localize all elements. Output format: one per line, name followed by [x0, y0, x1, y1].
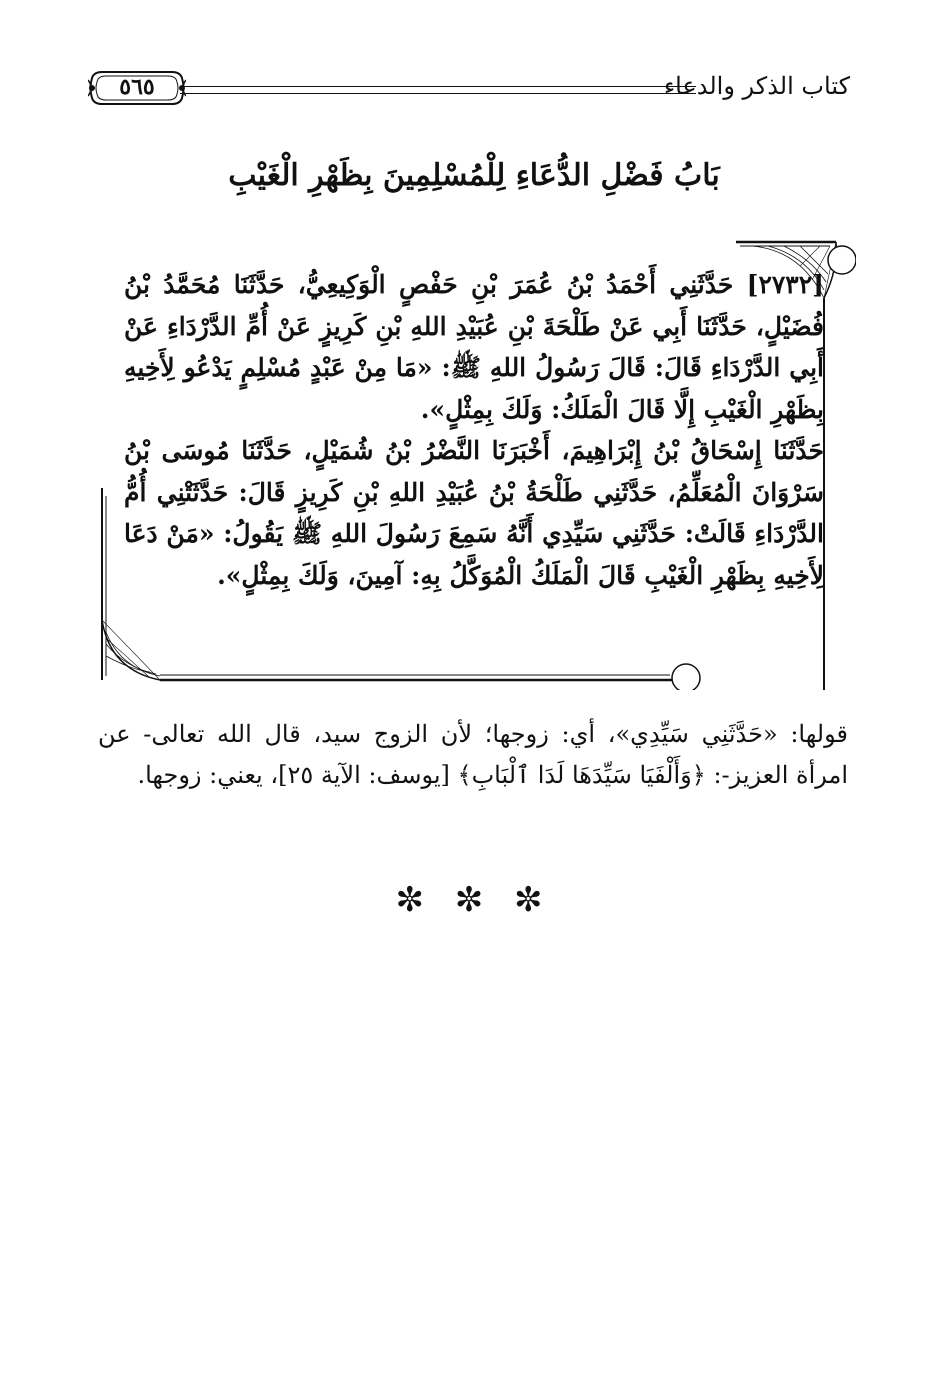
hadith-paragraph-main: [٢٧٣٢] حَدَّثَنِي أَحْمَدُ بْنُ عُمَرَ بْنِ حَفْصٍ الْوَكِيعِيُّ، حَدَّثَنَا مُحَمَّدُ بْنُ فُضَيْلٍ، حَدَّثَنَا أَبِي عَنْ طَلْحَةَ بْنِ عُبَيْدِ اللهِ بْنِ كَرِيزٍ عَنْ أُمِّ الدَّرْدَاءِ عَنْ أَبِي الدَّرْدَاءِ قَالَ: قَالَ رَسُولُ اللهِ ﷺ: «مَا مِنْ عَبْدٍ مُسْلِمٍ يَدْعُو لِأَخِيهِ بِظَهْرِ الْغَيْبِ إِلَّا قَالَ الْمَلَكُ: وَلَكَ بِمِثْلٍ». [124, 270, 824, 424]
commentary [98, 714, 848, 796]
header-double-rule [180, 86, 696, 94]
page-number: ٥٦٥ [119, 74, 155, 100]
section-end-stars: ✼ ✼ ✼ [395, 880, 553, 920]
commentary-paragraph: قولها: «حَدَّثَنِي سَيِّدِي»، أي: زوجها؛ لأن الزوج سيد، قال الله تعالى- عن امرأة العزيز-: ﴿وَأَلْفَيَا سَيِّدَهَا لَدَا ٱلْبَابِ﴾ [يوسف: الآية ٢٥]، يعني: زوجها. [98, 720, 848, 789]
page-number-ornament [88, 68, 186, 108]
running-header-title: كتاب الذكر والدعاء [663, 72, 850, 100]
hadith-body [124, 264, 824, 596]
chapter-heading: بَابُ فَضْلِ الدُّعَاءِ لِلْمُسْلِمِينَ بِظَهْرِ الْغَيْبِ [228, 158, 720, 193]
hadith-paragraph-second-chain: حَدَّثَنَا إِسْحَاقُ بْنُ إِبْرَاهِيمَ، أَخْبَرَنَا النَّضْرُ بْنُ شُمَيْلٍ، حَدَّثَنَا مُوسَى بْنُ سَرْوَانَ الْمُعَلِّمُ، حَدَّثَنِي طَلْحَةُ بْنُ عُبَيْدِ اللهِ بْنِ كَرِيزٍ قَالَ: حَدَّثَتْنِي أُمُّ الدَّرْدَاءِ قَالَتْ: حَدَّثَنِي سَيِّدِي أَنَّهُ سَمِعَ رَسُولَ اللهِ ﷺ يَقُولُ: «مَنْ دَعَا لِأَخِيهِ بِظَهْرِ الْغَيْبِ قَالَ الْمَلَكُ الْمُوَكَّلُ بِهِ: آمِينَ، وَلَكَ بِمِثْلٍ». [124, 436, 824, 590]
